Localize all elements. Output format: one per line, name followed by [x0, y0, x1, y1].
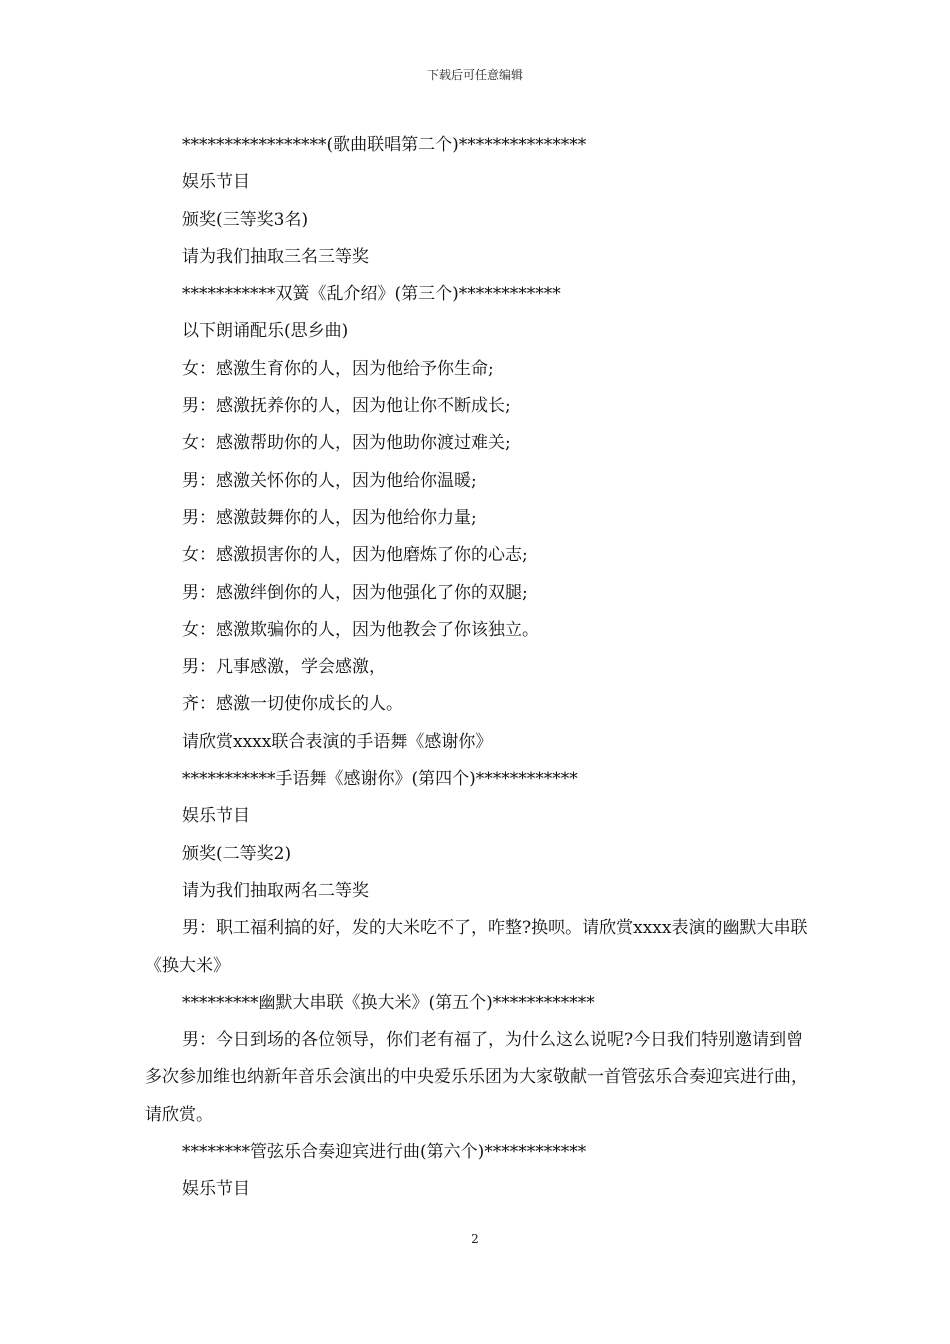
paragraph: 娱乐节目 [182, 1179, 250, 1200]
paragraph: ***********双簧《乱介绍》(第三个)************ [182, 284, 561, 305]
paragraph: 女：感激帮助你的人，因为他助你渡过难关; [182, 433, 511, 454]
paragraph: 颁奖(三等奖3名) [182, 209, 309, 230]
paragraph: 女：感激欺骗你的人，因为他教会了你该独立。 [182, 619, 539, 640]
paragraph: ********管弦乐合奏迎宾进行曲(第六个)************ [182, 1142, 587, 1163]
document-body [145, 127, 810, 1209]
paragraph: 娱乐节目 [182, 172, 250, 193]
paragraph: 请欣赏xxxx联合表演的手语舞《感谢你》 [182, 731, 493, 752]
paragraph: 颁奖(二等奖2) [182, 843, 292, 864]
paragraph: *********幽默大串联《换大米》(第五个)************ [182, 992, 595, 1013]
page-header: 下载后可任意编辑 [426, 68, 523, 82]
paragraph: 女：感激生育你的人，因为他给予你生命; [182, 358, 494, 379]
paragraph: 请为我们抽取两名二等奖 [182, 880, 369, 901]
paragraph: 娱乐节目 [182, 806, 250, 827]
paragraph: 男：感激抚养你的人，因为他让你不断成长; [182, 396, 511, 417]
paragraph: *****************(歌曲联唱第二个)*************** [182, 135, 587, 155]
paragraph: 男：感激鼓舞你的人，因为他给你力量; [182, 507, 477, 528]
paragraph: 男：职工福利搞的好，发的大米吃不了，咋整?换呗。请欣赏xxxx表演的幽默大串联《换大米》 [145, 918, 808, 976]
paragraph: 齐：感激一切使你成长的人。 [182, 694, 403, 715]
page-number: 2 [471, 1232, 479, 1246]
paragraph: ***********手语舞《感谢你》(第四个)************ [182, 769, 578, 790]
paragraph: 男：感激关怀你的人，因为他给你温暖; [182, 470, 477, 491]
paragraph: 男：今日到场的各位领导，你们老有福了，为什么这么说呢?今日我们特别邀请到曾多次参加维也纳新年音乐会演出的中央爱乐乐团为大家敬献一首管弦乐合奏迎宾进行曲，请欣赏。 [145, 1030, 808, 1125]
paragraph: 请为我们抽取三名三等奖 [182, 246, 369, 267]
paragraph: 以下朗诵配乐(思乡曲) [182, 321, 349, 342]
paragraph: 男：凡事感激，学会感激， [182, 657, 386, 678]
paragraph: 女：感激损害你的人，因为他磨炼了你的心志; [182, 545, 528, 566]
paragraph: 男：感激绊倒你的人，因为他强化了你的双腿; [182, 582, 528, 603]
